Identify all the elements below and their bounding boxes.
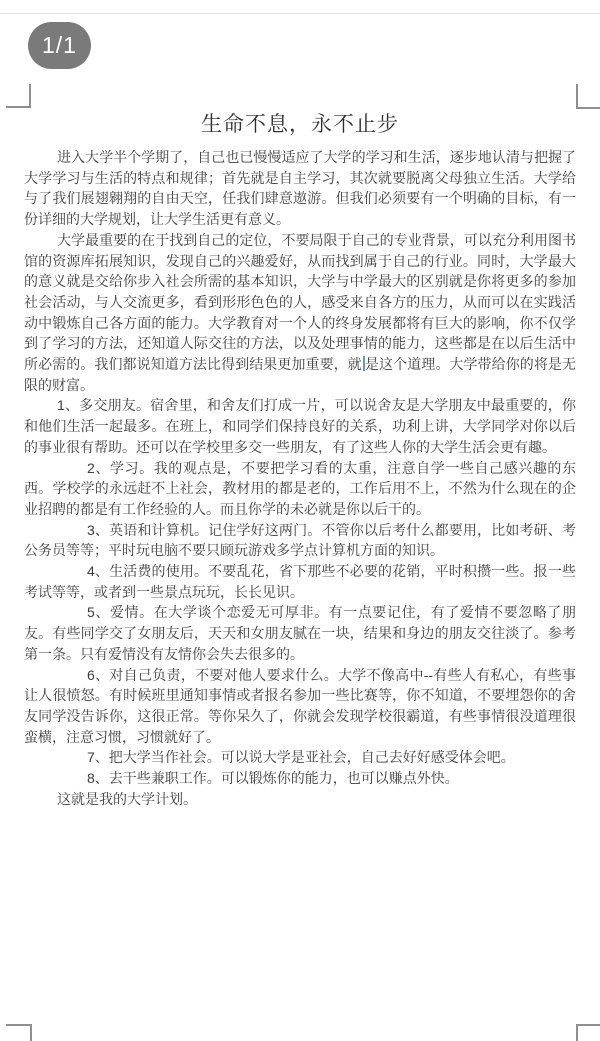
paragraph-positioning[interactable] [24, 230, 576, 396]
list-item-love[interactable]: 5、爱情。在大学谈个恋爱无可厚非。有一点要记住，有了爱情不要忽略了朋友。有些同学交了女朋友后，天天和女朋友腻在一块，结果和身边的朋友交往淡了。参考第一条。只有爱情没有友情你会失去很多的。 [24, 604, 576, 662]
list-item-society[interactable]: 7、把大学当作社会。可以说大学是亚社会，自己去好好感受体会吧。 [87, 749, 515, 766]
crop-corner-top-left-horizontal [6, 106, 31, 108]
paragraph-positioning-post-caret: 是这个道理。大学带给你的将是无限的财富。 [24, 356, 577, 393]
crop-corner-top-left-vertical [29, 84, 31, 108]
crop-corner-bottom-left-horizontal [6, 1024, 32, 1026]
document-page[interactable] [24, 112, 576, 810]
paragraph-intro[interactable]: 进入大学半个学期了，自己也已慢慢适应了大学的学习和生活，逐步地认清与把握了大学学习与生活的特点和规律；首先就是自主学习，其次就要脱离父母独立生活。大学给与了我们展翅翱翔的自由天空，任我们肆意遨游。但我们必须要有一个明确的目标，有一份详细的大学规划，让大学生活更有意义。 [24, 149, 576, 228]
paragraph-closing[interactable]: 这就是我的大学计划。 [57, 790, 197, 807]
list-item-english-computer[interactable]: 3、英语和计算机。记住学好这两门。不管你以后考什么都要用，比如考研、考公务员等等；平时玩电脑不要只顾玩游戏多学点计算机方面的知识。 [24, 521, 576, 559]
crop-corner-bottom-right-vertical [576, 1024, 578, 1041]
crop-corner-top-right-horizontal [578, 107, 600, 109]
top-divider-line [0, 13, 600, 14]
list-item-study[interactable]: 2、学习。我的观点是，不要把学习看的太重，注意自学一些自己感兴趣的东西。学校学的永远赶不上社会，教材用的都是老的，工作后用不上，不然为什么现在的企业招聘的都是有工作经验的人。而且你学的未必就是你以后干的。 [24, 459, 576, 517]
crop-corner-bottom-right-horizontal [578, 1024, 600, 1026]
page-indicator-badge: 1/1 [28, 22, 91, 69]
list-item-living-expenses[interactable]: 4、生活费的使用。不要乱花，省下那些不必要的花销，平时积攒一些。报一些考试等等，或者到一些景点玩玩，长长见识。 [24, 563, 576, 600]
crop-corner-top-right-vertical [576, 84, 578, 109]
list-item-friends[interactable]: 1、多交朋友。宿舍里，和舍友们打成一片，可以说舍友是大学朋友中最重要的，你和他们生活一起最多。在班上，和同学们保持良好的关系，功利上讲，大学同学对你以后的事业很有帮助。还可以在学校里多交一些朋友，有了这些人你的大学生活会更有趣。 [24, 397, 576, 455]
crop-corner-bottom-left-vertical [30, 1024, 32, 1041]
document-title: 生命不息，永不止步 [201, 113, 399, 136]
list-item-responsibility[interactable]: 6、对自己负责，不要对他人要求什么。大学不像高中--有些人有私心，有些事让人很愤怒。有时候班里通知事情或者报名参加一些比赛等，你不知道，不要埋怨你的舍友同学没告诉你，这很正常。等你呆久了，你就会发现学校很霸道，有些事情很没道理很蛮横，注意习惯，习惯就好了。 [24, 666, 576, 745]
list-item-part-time-job[interactable]: 8、去干些兼职工作。可以锻炼你的能力，也可以赚点外快。 [87, 770, 459, 787]
paragraph-positioning-pre-caret: 大学最重要的在于找到自己的定位，不要局限于自己的专业背景，可以充分利用图书馆的资源库拓展知识，发现自己的兴趣爱好，从而找到属于自己的行业。同时，大学最大的意义就是交给你步入社会所需的基本知识，大学与中学最大的区别就是你将更多的参加社会活动，与人交流更多，看到形形色色的人，感受来自各方的压力，从而可以在实践活动中锻炼自己各方面的能力。大学教育对一个人的终身发展都将有巨大的影响，你不仅学到了学习的方法，还知道人际交往的方法，以及处理事情的能力，这些都是在以后生活中所必需的。我们都说知道方法比得到结果更加重要，就 [24, 231, 576, 373]
